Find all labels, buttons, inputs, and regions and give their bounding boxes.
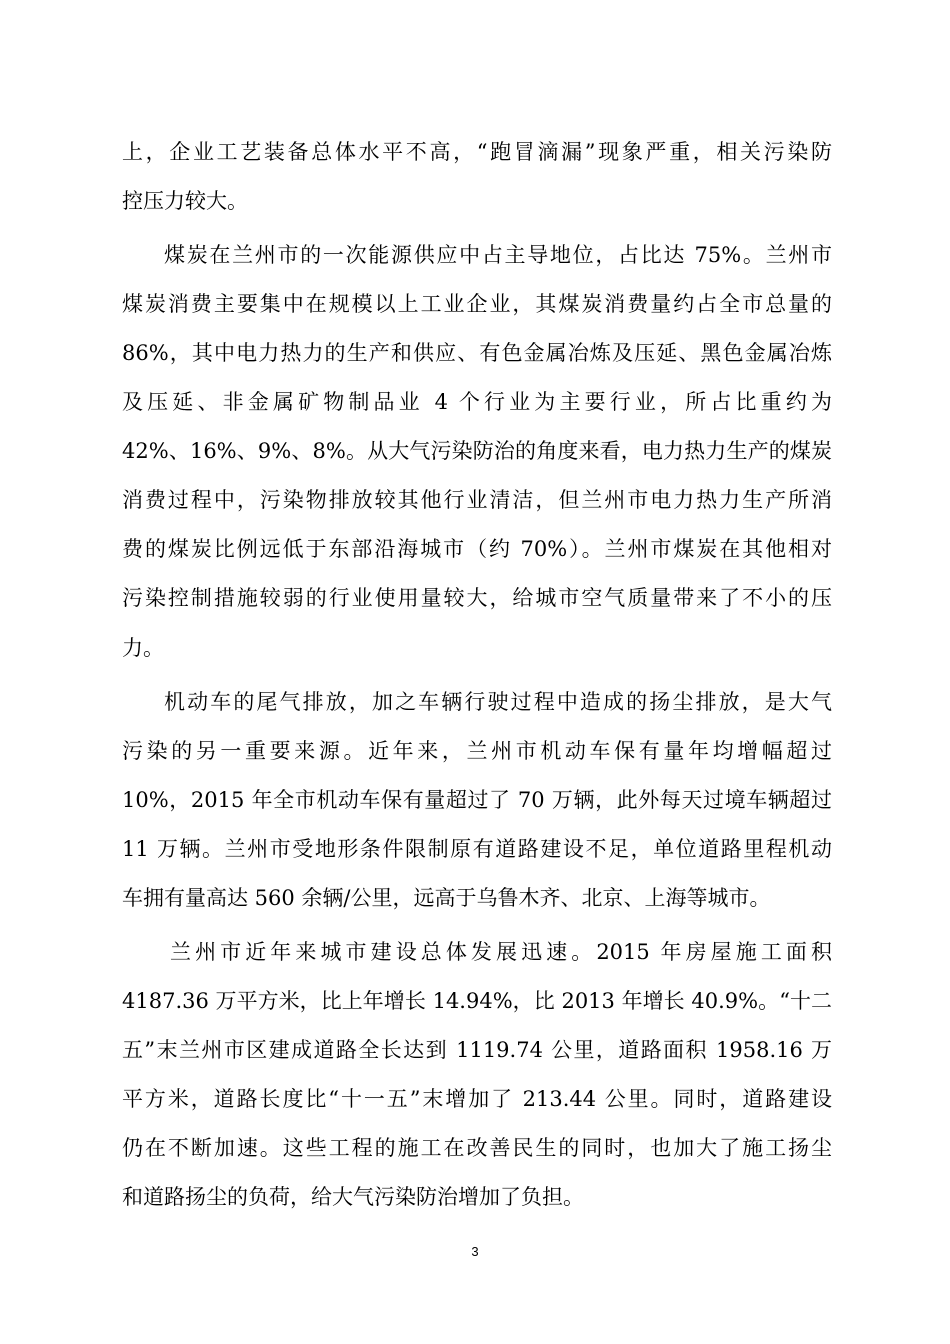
text-line: 控压力较大。	[122, 189, 248, 213]
text-line: 兰州市近年来城市建设总体发展迅速。2015 年房屋施工面积	[170, 940, 832, 964]
text-line: 污染的另一重要来源。近年来，兰州市机动车保有量年均增幅超过	[122, 739, 832, 763]
text-line: 费的煤炭比例远低于东部沿海城市（约 70%）。兰州市煤炭在其他相对	[122, 537, 832, 561]
text-line: 4187.36 万平方米，比上年增长 14.94%，比 2013 年增长 40.9%。“十二	[122, 989, 832, 1013]
text-line: 车拥有量高达 560 余辆/公里，远高于乌鲁木齐、北京、上海等城市。	[122, 886, 771, 910]
text-line: 11 万辆。兰州市受地形条件限制原有道路建设不足，单位道路里程机动	[122, 837, 832, 861]
text-line: 仍在不断加速。这些工程的施工在改善民生的同时，也加大了施工扬尘	[122, 1136, 832, 1160]
text-line: 五”末兰州市区建成道路全长达到 1119.74 公里，道路面积 1958.16 万	[122, 1038, 832, 1062]
text-line: 机动车的尾气排放，加之车辆行驶过程中造成的扬尘排放，是大气	[164, 690, 832, 714]
text-line: 煤炭消费主要集中在规模以上工业企业，其煤炭消费量约占全市总量的	[122, 292, 832, 316]
page-number: 3	[471, 1244, 479, 1259]
text-line: 煤炭在兰州市的一次能源供应中占主导地位，占比达 75%。兰州市	[164, 243, 832, 267]
text-line: 污染控制措施较弱的行业使用量较大，给城市空气质量带来了不小的压	[122, 586, 832, 610]
text-line: 10%，2015 年全市机动车保有量超过了 70 万辆，此外每天过境车辆超过	[122, 788, 832, 812]
text-line: 42%、16%、9%、8%。从大气污染防治的角度来看，电力热力生产的煤炭	[122, 439, 832, 463]
text-line: 及压延、非金属矿物制品业 4 个行业为主要行业，所占比重约为	[122, 390, 832, 414]
text-line: 消费过程中，污染物排放较其他行业清洁，但兰州市电力热力生产所消	[122, 488, 832, 512]
text-line: 上，企业工艺装备总体水平不高，“跑冒滴漏”现象严重，相关污染防	[122, 140, 832, 164]
text-line: 平方米，道路长度比“十一五”末增加了 213.44 公里。同时，道路建设	[122, 1087, 832, 1111]
text-line: 和道路扬尘的负荷，给大气污染防治增加了负担。	[122, 1185, 584, 1209]
text-line: 86%，其中电力热力的生产和供应、有色金属冶炼及压延、黑色金属冶炼	[122, 341, 832, 365]
text-line: 力。	[122, 636, 164, 660]
